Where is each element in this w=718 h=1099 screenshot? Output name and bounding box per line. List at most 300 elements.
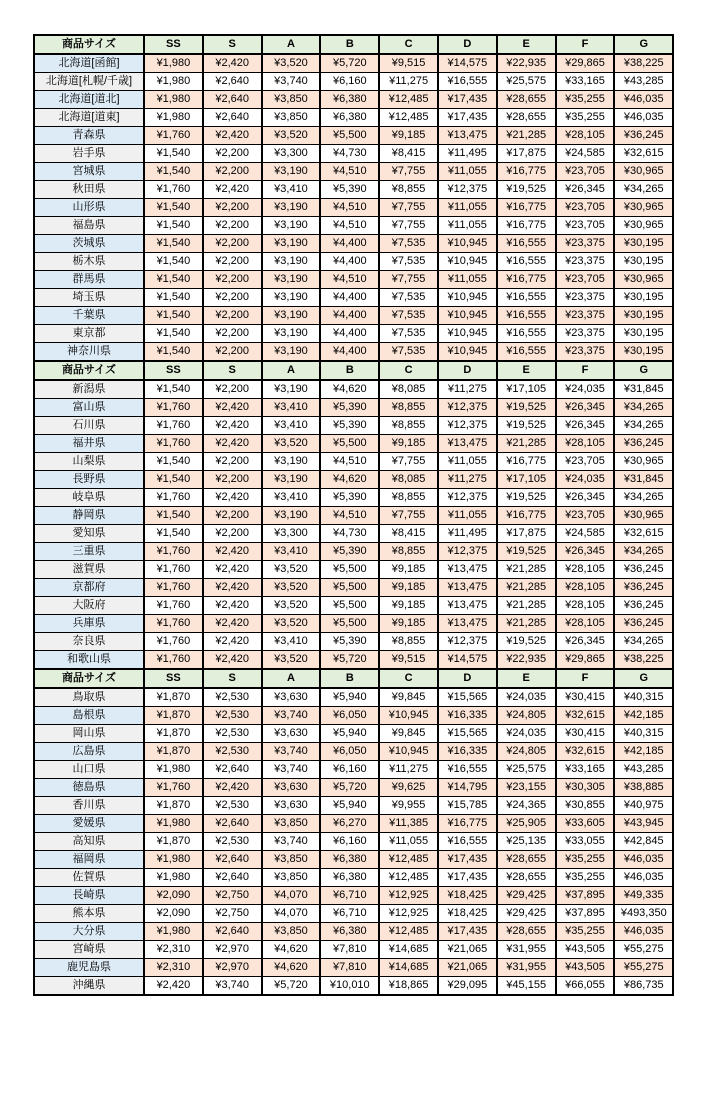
size-column-header: E [497, 669, 556, 688]
price-cell: ¥1,980 [144, 109, 203, 127]
price-cell: ¥23,375 [556, 325, 615, 343]
price-cell: ¥26,345 [556, 399, 615, 417]
price-cell: ¥11,055 [438, 163, 497, 181]
price-cell: ¥7,535 [379, 235, 438, 253]
price-cell: ¥2,530 [203, 743, 262, 761]
price-cell: ¥8,415 [379, 145, 438, 163]
price-cell: ¥7,755 [379, 199, 438, 217]
price-cell: ¥2,200 [203, 271, 262, 289]
price-cell: ¥4,510 [320, 163, 379, 181]
table-row [34, 235, 673, 253]
size-header-row [34, 361, 673, 380]
table-row [34, 651, 673, 670]
table-row [34, 797, 673, 815]
price-cell: ¥1,870 [144, 833, 203, 851]
price-cell: ¥2,640 [203, 73, 262, 91]
price-cell: ¥2,420 [203, 561, 262, 579]
price-cell: ¥3,410 [262, 181, 321, 199]
price-cell: ¥2,200 [203, 217, 262, 235]
prefecture-label: 岐阜県 [34, 489, 144, 507]
table-row [34, 761, 673, 779]
price-cell: ¥26,345 [556, 417, 615, 435]
table-row [34, 91, 673, 109]
price-cell: ¥14,795 [438, 779, 497, 797]
price-cell: ¥2,640 [203, 815, 262, 833]
size-column-header: C [379, 669, 438, 688]
price-cell: ¥1,870 [144, 725, 203, 743]
prefecture-label: 大阪府 [34, 597, 144, 615]
price-cell: ¥36,245 [614, 615, 673, 633]
price-cell: ¥8,855 [379, 417, 438, 435]
price-cell: ¥3,630 [262, 725, 321, 743]
price-cell: ¥2,530 [203, 688, 262, 707]
price-cell: ¥3,850 [262, 815, 321, 833]
price-cell: ¥28,655 [497, 91, 556, 109]
price-cell: ¥9,185 [379, 579, 438, 597]
price-cell: ¥24,035 [497, 688, 556, 707]
size-header-row [34, 669, 673, 688]
price-cell: ¥3,410 [262, 633, 321, 651]
size-column-header: A [262, 361, 321, 380]
price-cell: ¥3,520 [262, 561, 321, 579]
price-cell: ¥11,055 [438, 453, 497, 471]
price-cell: ¥12,375 [438, 489, 497, 507]
price-cell: ¥13,475 [438, 597, 497, 615]
price-cell: ¥2,420 [203, 615, 262, 633]
table-row [34, 815, 673, 833]
table-row [34, 959, 673, 977]
price-cell: ¥28,655 [497, 923, 556, 941]
price-cell: ¥21,285 [497, 561, 556, 579]
price-cell: ¥3,410 [262, 399, 321, 417]
price-cell: ¥18,425 [438, 905, 497, 923]
price-cell: ¥21,285 [497, 597, 556, 615]
price-cell: ¥2,200 [203, 325, 262, 343]
price-cell: ¥24,805 [497, 743, 556, 761]
price-cell: ¥16,555 [497, 343, 556, 362]
price-cell: ¥3,520 [262, 615, 321, 633]
table-row [34, 507, 673, 525]
table-row [34, 615, 673, 633]
prefecture-label: 沖縄県 [34, 977, 144, 996]
size-column-header: S [203, 35, 262, 54]
price-cell: ¥3,300 [262, 525, 321, 543]
price-cell: ¥16,555 [497, 235, 556, 253]
price-cell: ¥38,225 [614, 54, 673, 73]
prefecture-label: 島根県 [34, 707, 144, 725]
price-cell: ¥16,555 [497, 325, 556, 343]
price-cell: ¥3,850 [262, 869, 321, 887]
price-cell: ¥23,705 [556, 163, 615, 181]
price-cell: ¥5,940 [320, 725, 379, 743]
price-cell: ¥7,810 [320, 941, 379, 959]
price-cell: ¥1,540 [144, 325, 203, 343]
price-cell: ¥1,540 [144, 307, 203, 325]
price-cell: ¥66,055 [556, 977, 615, 996]
price-cell: ¥6,380 [320, 109, 379, 127]
price-cell: ¥42,185 [614, 707, 673, 725]
price-cell: ¥12,375 [438, 417, 497, 435]
price-cell: ¥10,945 [438, 343, 497, 362]
price-cell: ¥3,190 [262, 235, 321, 253]
price-cell: ¥1,540 [144, 271, 203, 289]
table-row [34, 597, 673, 615]
price-cell: ¥24,035 [556, 380, 615, 399]
prefecture-label: 埼玉県 [34, 289, 144, 307]
price-cell: ¥12,485 [379, 91, 438, 109]
table-row [34, 307, 673, 325]
price-cell: ¥40,315 [614, 725, 673, 743]
price-cell: ¥8,855 [379, 489, 438, 507]
prefecture-label: 奈良県 [34, 633, 144, 651]
price-cell: ¥2,090 [144, 887, 203, 905]
price-cell: ¥1,760 [144, 399, 203, 417]
price-cell: ¥16,335 [438, 743, 497, 761]
price-cell: ¥6,160 [320, 761, 379, 779]
price-cell: ¥11,055 [438, 271, 497, 289]
price-cell: ¥30,965 [614, 199, 673, 217]
size-column-header: SS [144, 669, 203, 688]
price-cell: ¥1,540 [144, 525, 203, 543]
prefecture-label: 栃木県 [34, 253, 144, 271]
price-cell: ¥2,200 [203, 163, 262, 181]
size-column-header: F [556, 35, 615, 54]
prefecture-label: 青森県 [34, 127, 144, 145]
price-cell: ¥16,775 [497, 453, 556, 471]
price-cell: ¥46,035 [614, 869, 673, 887]
price-cell: ¥30,195 [614, 307, 673, 325]
price-cell: ¥2,420 [203, 543, 262, 561]
price-cell: ¥28,655 [497, 851, 556, 869]
price-cell: ¥9,515 [379, 54, 438, 73]
price-cell: ¥6,710 [320, 905, 379, 923]
price-cell: ¥10,945 [438, 307, 497, 325]
price-cell: ¥2,640 [203, 761, 262, 779]
price-cell: ¥15,565 [438, 725, 497, 743]
size-column-header: E [497, 35, 556, 54]
price-cell: ¥1,980 [144, 851, 203, 869]
price-cell: ¥33,165 [556, 73, 615, 91]
prefecture-label: 山梨県 [34, 453, 144, 471]
prefecture-label: 北海道[道東] [34, 109, 144, 127]
price-cell: ¥12,925 [379, 887, 438, 905]
price-cell: ¥16,775 [497, 507, 556, 525]
price-cell: ¥8,855 [379, 399, 438, 417]
price-cell: ¥12,485 [379, 923, 438, 941]
price-cell: ¥1,980 [144, 761, 203, 779]
price-cell: ¥17,435 [438, 851, 497, 869]
price-cell: ¥5,720 [320, 651, 379, 670]
price-cell: ¥55,275 [614, 959, 673, 977]
table-row [34, 217, 673, 235]
price-cell: ¥43,505 [556, 959, 615, 977]
price-cell: ¥35,255 [556, 851, 615, 869]
price-cell: ¥5,500 [320, 579, 379, 597]
price-cell: ¥1,540 [144, 507, 203, 525]
price-cell: ¥30,195 [614, 343, 673, 362]
price-cell: ¥17,875 [497, 525, 556, 543]
price-cell: ¥6,160 [320, 73, 379, 91]
price-cell: ¥1,540 [144, 163, 203, 181]
size-column-header: D [438, 35, 497, 54]
price-cell: ¥2,420 [203, 651, 262, 670]
price-cell: ¥2,640 [203, 109, 262, 127]
price-cell: ¥4,620 [320, 380, 379, 399]
prefecture-label: 宮崎県 [34, 941, 144, 959]
price-cell: ¥30,965 [614, 271, 673, 289]
price-cell: ¥2,530 [203, 797, 262, 815]
price-cell: ¥6,160 [320, 833, 379, 851]
size-column-header: S [203, 361, 262, 380]
price-cell: ¥32,615 [614, 145, 673, 163]
price-cell: ¥35,255 [556, 91, 615, 109]
size-column-header: B [320, 669, 379, 688]
price-cell: ¥3,410 [262, 417, 321, 435]
table-row [34, 543, 673, 561]
price-cell: ¥16,555 [438, 73, 497, 91]
price-cell: ¥12,375 [438, 181, 497, 199]
price-cell: ¥17,435 [438, 91, 497, 109]
price-cell: ¥5,390 [320, 399, 379, 417]
price-cell: ¥36,245 [614, 579, 673, 597]
price-cell: ¥30,965 [614, 163, 673, 181]
price-cell: ¥33,165 [556, 761, 615, 779]
price-cell: ¥22,935 [497, 651, 556, 670]
price-cell: ¥4,620 [320, 471, 379, 489]
price-cell: ¥4,400 [320, 235, 379, 253]
price-cell: ¥23,375 [556, 235, 615, 253]
price-cell: ¥17,435 [438, 109, 497, 127]
table-row [34, 905, 673, 923]
prefecture-label: 東京都 [34, 325, 144, 343]
price-cell: ¥29,865 [556, 54, 615, 73]
price-cell: ¥17,105 [497, 380, 556, 399]
price-cell: ¥19,525 [497, 181, 556, 199]
price-cell: ¥2,420 [144, 977, 203, 996]
table-row [34, 941, 673, 959]
price-cell: ¥1,540 [144, 145, 203, 163]
price-cell: ¥11,055 [438, 199, 497, 217]
price-cell: ¥4,400 [320, 289, 379, 307]
prefecture-label: 宮城県 [34, 163, 144, 181]
price-cell: ¥9,625 [379, 779, 438, 797]
table-row [34, 54, 673, 73]
price-cell: ¥1,760 [144, 597, 203, 615]
table-row [34, 453, 673, 471]
price-cell: ¥1,870 [144, 743, 203, 761]
prefecture-label: 和歌山県 [34, 651, 144, 670]
price-cell: ¥2,200 [203, 199, 262, 217]
price-cell: ¥2,420 [203, 127, 262, 145]
prefecture-label: 茨城県 [34, 235, 144, 253]
table-row [34, 380, 673, 399]
price-cell: ¥3,190 [262, 307, 321, 325]
price-cell: ¥19,525 [497, 633, 556, 651]
price-cell: ¥3,520 [262, 54, 321, 73]
price-cell: ¥2,420 [203, 399, 262, 417]
price-cell: ¥21,285 [497, 435, 556, 453]
price-cell: ¥6,710 [320, 887, 379, 905]
price-cell: ¥28,105 [556, 561, 615, 579]
price-cell: ¥11,495 [438, 145, 497, 163]
price-cell: ¥3,740 [262, 73, 321, 91]
price-cell: ¥30,965 [614, 217, 673, 235]
price-cell: ¥3,190 [262, 217, 321, 235]
price-cell: ¥17,875 [497, 145, 556, 163]
price-cell: ¥46,035 [614, 851, 673, 869]
price-cell: ¥21,285 [497, 127, 556, 145]
price-cell: ¥2,200 [203, 307, 262, 325]
price-cell: ¥1,980 [144, 869, 203, 887]
price-cell: ¥3,740 [203, 977, 262, 996]
prefecture-label: 岩手県 [34, 145, 144, 163]
prefecture-label: 石川県 [34, 417, 144, 435]
price-cell: ¥10,945 [379, 707, 438, 725]
price-cell: ¥1,760 [144, 489, 203, 507]
price-cell: ¥1,980 [144, 91, 203, 109]
size-column-header: D [438, 361, 497, 380]
table-row [34, 725, 673, 743]
price-cell: ¥2,420 [203, 489, 262, 507]
price-cell: ¥19,525 [497, 489, 556, 507]
table-row [34, 923, 673, 941]
price-cell: ¥30,195 [614, 253, 673, 271]
price-cell: ¥30,855 [556, 797, 615, 815]
price-cell: ¥3,630 [262, 779, 321, 797]
price-cell: ¥19,525 [497, 543, 556, 561]
table-row [34, 271, 673, 289]
size-column-header: B [320, 361, 379, 380]
price-cell: ¥25,575 [497, 73, 556, 91]
price-cell: ¥1,760 [144, 561, 203, 579]
price-cell: ¥4,620 [262, 941, 321, 959]
price-cell: ¥17,435 [438, 869, 497, 887]
table-row [34, 417, 673, 435]
price-cell: ¥4,510 [320, 271, 379, 289]
shipping-rate-table [33, 34, 674, 996]
size-header-row [34, 35, 673, 54]
price-cell: ¥26,345 [556, 181, 615, 199]
price-cell: ¥14,575 [438, 54, 497, 73]
price-cell: ¥9,185 [379, 127, 438, 145]
price-cell: ¥2,970 [203, 959, 262, 977]
prefecture-label: 富山県 [34, 399, 144, 417]
price-cell: ¥21,065 [438, 941, 497, 959]
price-cell: ¥37,895 [556, 887, 615, 905]
price-cell: ¥5,390 [320, 417, 379, 435]
price-cell: ¥6,380 [320, 91, 379, 109]
price-cell: ¥2,640 [203, 91, 262, 109]
price-cell: ¥43,285 [614, 761, 673, 779]
price-cell: ¥4,400 [320, 253, 379, 271]
prefecture-label: 鹿児島県 [34, 959, 144, 977]
prefecture-label: 福岡県 [34, 851, 144, 869]
price-cell: ¥4,510 [320, 217, 379, 235]
price-cell: ¥16,775 [438, 815, 497, 833]
size-header-label: 商品サイズ [34, 361, 144, 380]
price-cell: ¥2,640 [203, 923, 262, 941]
price-cell: ¥25,135 [497, 833, 556, 851]
price-cell: ¥3,740 [262, 707, 321, 725]
price-cell: ¥18,865 [379, 977, 438, 996]
price-cell: ¥4,400 [320, 343, 379, 362]
price-cell: ¥86,735 [614, 977, 673, 996]
price-cell: ¥46,035 [614, 109, 673, 127]
price-cell: ¥4,510 [320, 453, 379, 471]
price-cell: ¥1,760 [144, 417, 203, 435]
price-cell: ¥1,760 [144, 127, 203, 145]
price-cell: ¥7,535 [379, 325, 438, 343]
price-cell: ¥12,925 [379, 905, 438, 923]
prefecture-label: 愛知県 [34, 525, 144, 543]
price-cell: ¥5,500 [320, 435, 379, 453]
price-cell: ¥4,070 [262, 905, 321, 923]
price-cell: ¥1,870 [144, 797, 203, 815]
table-row [34, 525, 673, 543]
price-cell: ¥7,755 [379, 507, 438, 525]
price-cell: ¥5,500 [320, 127, 379, 145]
price-cell: ¥1,540 [144, 235, 203, 253]
price-cell: ¥32,615 [614, 525, 673, 543]
prefecture-label: 京都府 [34, 579, 144, 597]
price-cell: ¥7,755 [379, 453, 438, 471]
price-cell: ¥11,385 [379, 815, 438, 833]
price-cell: ¥3,190 [262, 253, 321, 271]
table-row [34, 199, 673, 217]
price-cell: ¥21,285 [497, 579, 556, 597]
price-cell: ¥42,845 [614, 833, 673, 851]
price-cell: ¥2,970 [203, 941, 262, 959]
price-cell: ¥3,520 [262, 651, 321, 670]
price-cell: ¥2,420 [203, 417, 262, 435]
price-cell: ¥28,655 [497, 109, 556, 127]
price-cell: ¥10,945 [438, 289, 497, 307]
size-column-header: F [556, 361, 615, 380]
table-row [34, 163, 673, 181]
price-cell: ¥23,375 [556, 253, 615, 271]
price-cell: ¥38,225 [614, 651, 673, 670]
price-cell: ¥6,050 [320, 743, 379, 761]
price-cell: ¥37,895 [556, 905, 615, 923]
price-cell: ¥21,285 [497, 615, 556, 633]
price-cell: ¥33,055 [556, 833, 615, 851]
price-cell: ¥2,530 [203, 725, 262, 743]
prefecture-label: 福井県 [34, 435, 144, 453]
price-cell: ¥3,520 [262, 597, 321, 615]
price-cell: ¥24,805 [497, 707, 556, 725]
price-cell: ¥2,420 [203, 435, 262, 453]
price-cell: ¥1,870 [144, 688, 203, 707]
price-cell: ¥2,640 [203, 851, 262, 869]
price-cell: ¥3,850 [262, 109, 321, 127]
size-header-label: 商品サイズ [34, 669, 144, 688]
table-row [34, 869, 673, 887]
price-cell: ¥2,200 [203, 235, 262, 253]
price-cell: ¥1,980 [144, 923, 203, 941]
price-cell: ¥1,540 [144, 453, 203, 471]
price-cell: ¥3,850 [262, 91, 321, 109]
price-cell: ¥2,200 [203, 507, 262, 525]
price-cell: ¥36,245 [614, 435, 673, 453]
price-cell: ¥5,940 [320, 797, 379, 815]
price-cell: ¥2,530 [203, 833, 262, 851]
prefecture-label: 長崎県 [34, 887, 144, 905]
price-cell: ¥10,010 [320, 977, 379, 996]
price-cell: ¥16,775 [497, 199, 556, 217]
price-cell: ¥16,555 [497, 289, 556, 307]
price-cell: ¥2,750 [203, 905, 262, 923]
price-cell: ¥5,940 [320, 688, 379, 707]
